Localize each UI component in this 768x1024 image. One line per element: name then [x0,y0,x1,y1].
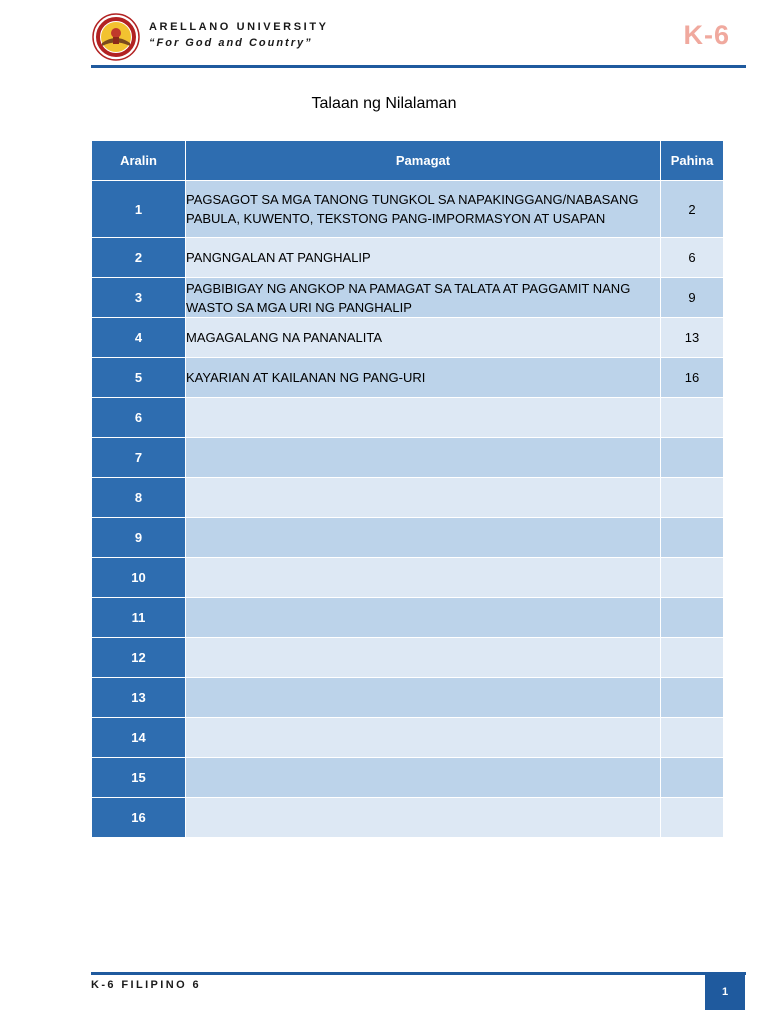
page-number: 2 [661,181,724,238]
page-number [661,758,724,798]
table-row [92,678,724,718]
table-row [92,278,724,318]
column-header-page: Pahina [661,141,724,181]
page-number [661,558,724,598]
page-number [661,678,724,718]
lesson-number: 12 [92,638,186,678]
page-number [661,478,724,518]
page-number [661,638,724,678]
lesson-title [186,718,661,758]
university-seal-icon [92,13,140,61]
table-header-row [92,141,724,181]
lesson-title: PANGNGALAN AT PANGHALIP [186,238,661,278]
table-of-contents [91,140,724,838]
column-header-title: Pamagat [186,141,661,181]
table-row [92,438,724,478]
page-number: 13 [661,318,724,358]
table-row [92,181,724,238]
university-motto: “For God and Country” [149,37,313,49]
table-row [92,758,724,798]
table-row [92,638,724,678]
university-name: ARELLANO UNIVERSITY [149,21,329,33]
lesson-number: 6 [92,398,186,438]
lesson-title [186,478,661,518]
header-divider [91,65,746,68]
table-row [92,318,724,358]
lesson-number: 1 [92,181,186,238]
lesson-title [186,398,661,438]
lesson-number: 15 [92,758,186,798]
lesson-title: PAGBIBIGAY NG ANGKOP NA PAMAGAT SA TALATA AT PAGGAMIT NANG WASTO SA MGA URI NG PANGHALIP [186,278,661,318]
footer-course-label: K-6 FILIPINO 6 [91,979,201,991]
lesson-number: 8 [92,478,186,518]
grade-mark: K-6 [683,20,730,50]
table-row [92,798,724,838]
table-row [92,518,724,558]
page-number [661,598,724,638]
page-number: 9 [661,278,724,318]
table-row [92,558,724,598]
lesson-title [186,558,661,598]
lesson-number: 13 [92,678,186,718]
lesson-title [186,598,661,638]
lesson-title [186,438,661,478]
page-number-badge: 1 [705,974,745,1010]
page-number [661,518,724,558]
lesson-number: 7 [92,438,186,478]
lesson-title [186,518,661,558]
footer-divider [91,972,746,975]
lesson-title [186,758,661,798]
table-row [92,718,724,758]
lesson-number: 3 [92,278,186,318]
lesson-number: 5 [92,358,186,398]
page-header [0,0,768,70]
lesson-number: 2 [92,238,186,278]
lesson-number: 4 [92,318,186,358]
column-header-lesson: Aralin [92,141,186,181]
lesson-number: 10 [92,558,186,598]
page-number [661,718,724,758]
page-number [661,798,724,838]
table-row [92,598,724,638]
page-number: 16 [661,358,724,398]
table-row [92,398,724,438]
lesson-number: 9 [92,518,186,558]
page-title: Talaan ng Nilalaman [311,95,457,112]
table-row [92,358,724,398]
lesson-title [186,798,661,838]
lesson-title: MAGAGALANG NA PANANALITA [186,318,661,358]
lesson-title [186,638,661,678]
lesson-number: 11 [92,598,186,638]
page-number: 6 [661,238,724,278]
page-number [661,438,724,478]
page-number [661,398,724,438]
lesson-number: 14 [92,718,186,758]
lesson-title [186,678,661,718]
lesson-number: 16 [92,798,186,838]
table-row [92,478,724,518]
table-row [92,238,724,278]
lesson-title: PAGSAGOT SA MGA TANONG TUNGKOL SA NAPAKINGGANG/NABASANG PABULA, KUWENTO, TEKSTONG PANG-IMPORMASYON AT USAPAN [186,181,661,238]
lesson-title: KAYARIAN AT KAILANAN NG PANG-URI [186,358,661,398]
